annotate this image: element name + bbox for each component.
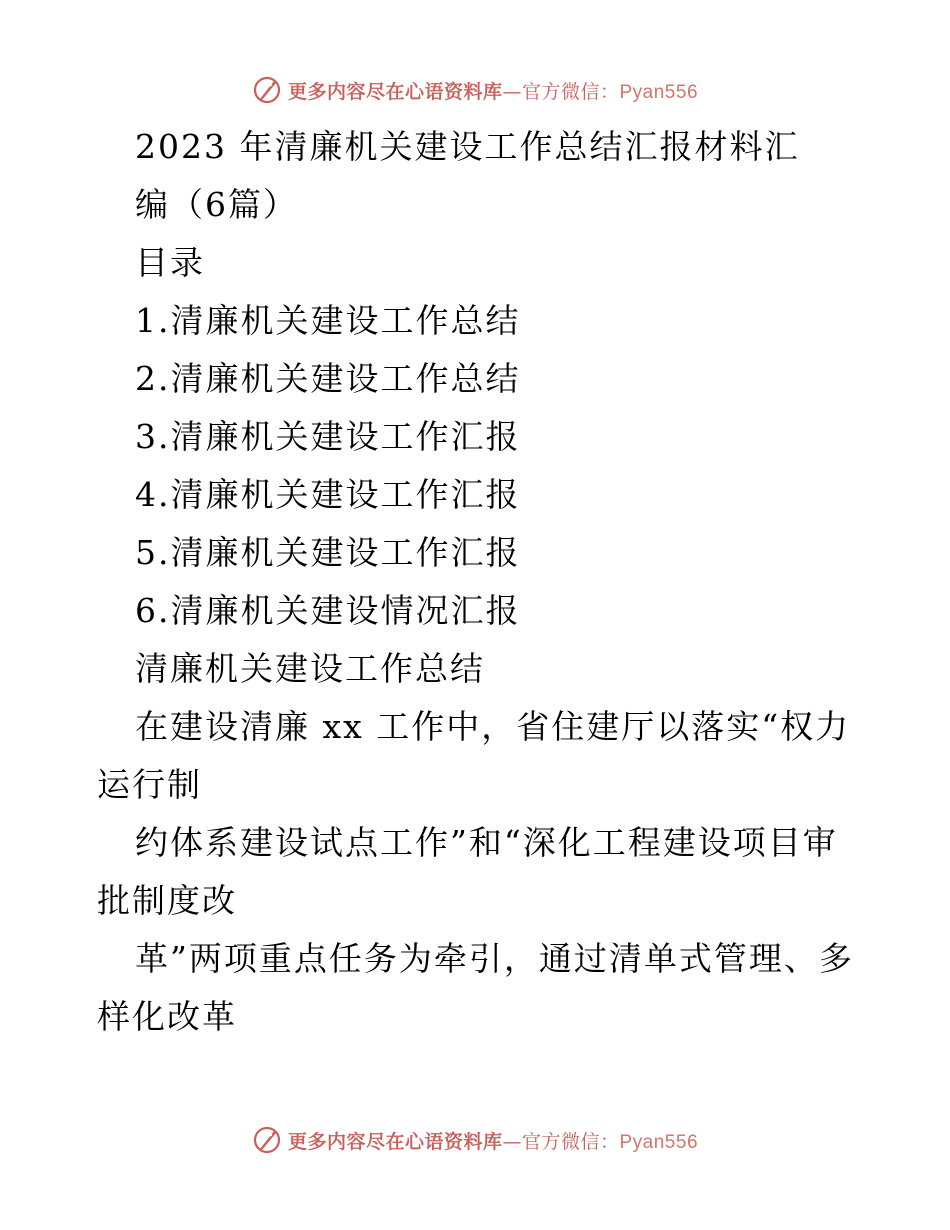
document-title-line-2: 编（6篇） bbox=[135, 185, 298, 224]
watermark-separator: — bbox=[502, 1130, 522, 1153]
watermark-text bbox=[288, 1127, 698, 1154]
toc-item: 6.清廉机关建设情况汇报 bbox=[135, 591, 521, 630]
watermark-text bbox=[288, 77, 698, 104]
document-title-line-1: 2023 年清廉机关建设工作总结汇报材料汇 bbox=[135, 127, 800, 166]
toc-item: 5.清廉机关建设工作汇报 bbox=[135, 533, 521, 572]
toc-heading: 目录 bbox=[135, 243, 205, 282]
header-watermark bbox=[0, 72, 950, 108]
toc-item: 3.清廉机关建设工作汇报 bbox=[135, 417, 521, 456]
quill-logo-icon bbox=[252, 75, 282, 105]
body-line: 约体系建设试点工作”和“深化工程建设项目审 bbox=[135, 823, 838, 862]
watermark-label: 官方微信： bbox=[521, 80, 620, 103]
body-line: 革”两项重点任务为牵引，通过清单式管理、多 bbox=[135, 939, 854, 978]
watermark-brand: 更多内容尽在心语资料库 bbox=[287, 80, 503, 103]
document-body bbox=[97, 118, 857, 1046]
body-line: 运行制 bbox=[97, 765, 202, 804]
quill-logo-icon bbox=[252, 1125, 282, 1155]
section-heading: 清廉机关建设工作总结 bbox=[135, 649, 485, 688]
watermark-brand: 更多内容尽在心语资料库 bbox=[287, 1130, 503, 1153]
watermark-separator: — bbox=[502, 80, 522, 103]
toc-item: 4.清廉机关建设工作汇报 bbox=[135, 475, 521, 514]
body-line: 在建设清廉 xx 工作中，省住建厅以落实“权力 bbox=[135, 707, 851, 746]
toc-item: 2.清廉机关建设工作总结 bbox=[135, 359, 521, 398]
watermark-wechat-id: Pyan556 bbox=[619, 1131, 699, 1153]
watermark-label: 官方微信： bbox=[521, 1130, 620, 1153]
footer-watermark bbox=[0, 1122, 950, 1158]
body-line: 批制度改 bbox=[97, 881, 237, 920]
body-line: 样化改革 bbox=[97, 997, 237, 1036]
toc-item: 1.清廉机关建设工作总结 bbox=[135, 301, 521, 340]
watermark-wechat-id: Pyan556 bbox=[619, 81, 699, 103]
